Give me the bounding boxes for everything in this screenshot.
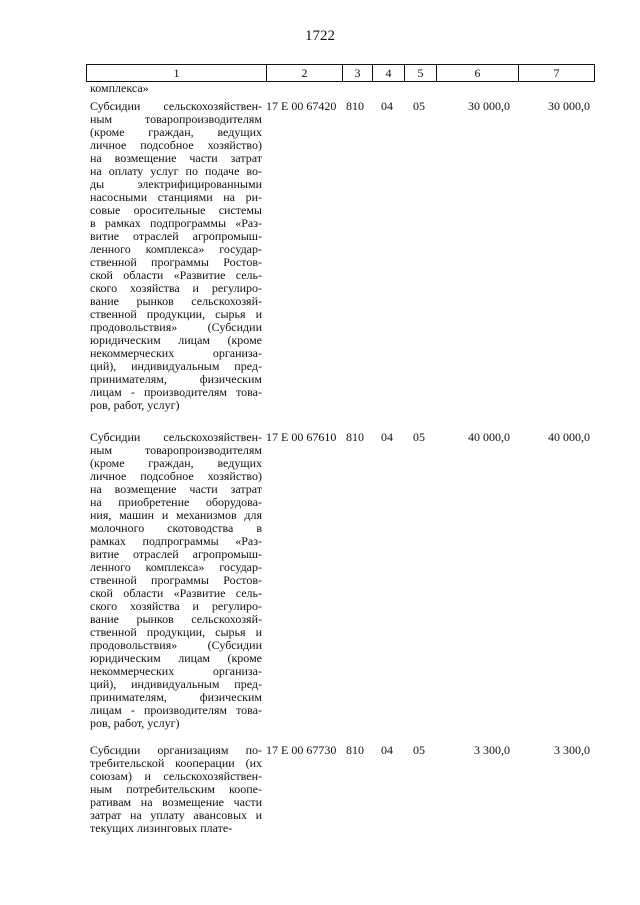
description-line: личное подсобное хозяйство)	[90, 470, 262, 483]
description-line: затрат на уплату авансовых и	[90, 809, 262, 822]
description-line: витие отраслей агропромыш-	[90, 548, 262, 561]
description-line: ным товаропроизводителям	[90, 113, 262, 126]
row-section: 04	[381, 99, 393, 113]
description-line: (кроме граждан, ведущих	[90, 457, 262, 470]
row-subsection: 05	[413, 743, 425, 757]
description-line: ственной продукции, сырья и	[90, 308, 262, 321]
description-line: некоммерческих организа-	[90, 665, 262, 678]
description-line: ского хозяйства и регулиро-	[90, 600, 262, 613]
description-line: вание рынков сельскохозяй-	[90, 295, 262, 308]
row-amount-1: 40 000,0	[468, 430, 510, 444]
row-section: 04	[381, 430, 393, 444]
description-line: ленного комплекса» государ-	[90, 243, 262, 256]
description-line: на приобретение оборудова-	[90, 496, 262, 509]
row-section: 04	[381, 743, 393, 757]
description-line: юридическим лицам (кроме	[90, 334, 262, 347]
description-line: юридическим лицам (кроме	[90, 652, 262, 665]
description-line: ров, работ, услуг)	[90, 717, 180, 730]
description-line: принимателям, физическим	[90, 373, 262, 386]
description-line: ративам на возмещение части	[90, 796, 262, 809]
continued-fragment: комплекса»	[90, 81, 149, 95]
description-line: ров, работ, услуг)	[90, 399, 180, 412]
description-line: принимателям, физическим	[90, 691, 262, 704]
description-line: продовольствия» (Субсидии	[90, 639, 262, 652]
description-line: лицам - производителям това-	[90, 704, 262, 717]
header-col-4: 4	[373, 65, 405, 81]
table-header	[86, 64, 595, 82]
description-line: ным потребительским коопе-	[90, 783, 262, 796]
description-line: ленного комплекса» государ-	[90, 561, 262, 574]
description-line: Субсидии организациям по-	[90, 744, 262, 757]
description-line: лицам - производителям това-	[90, 386, 262, 399]
description-line: на возмещение части затрат	[90, 483, 262, 496]
header-col-6: 6	[437, 65, 519, 81]
description-line: продовольствия» (Субсидии	[90, 321, 262, 334]
description-line: ций), индивидуальным пред-	[90, 360, 262, 373]
description-line: ды электрифицированными	[90, 178, 262, 191]
description-line: витие отраслей агропромыш-	[90, 230, 262, 243]
description-line: ской области «Развитие сель-	[90, 587, 262, 600]
description-line: в рамках подпрограммы «Раз-	[90, 217, 262, 230]
row-amount-1: 30 000,0	[468, 99, 510, 113]
description-line: на оплату услуг по подаче во-	[90, 165, 262, 178]
header-col-5: 5	[405, 65, 437, 81]
row-description	[90, 100, 262, 412]
row-subsection: 05	[413, 99, 425, 113]
description-line: Субсидии сельскохозяйствен-	[90, 100, 262, 113]
description-line: личное подсобное хозяйство)	[90, 139, 262, 152]
row-code: 17 Е 00 67420	[266, 99, 337, 113]
row-expense-type: 810	[346, 99, 364, 113]
header-col-1: 1	[87, 65, 267, 81]
description-line: ской области «Развитие сель-	[90, 269, 262, 282]
row-amount-1: 3 300,0	[474, 743, 510, 757]
description-line: ственной программы Ростов-	[90, 574, 262, 587]
description-line: ского хозяйства и регулиро-	[90, 282, 262, 295]
description-line: совые оросительные системы	[90, 204, 262, 217]
description-line: (кроме граждан, ведущих	[90, 126, 262, 139]
description-line: ций), индивидуальным пред-	[90, 678, 262, 691]
header-col-3: 3	[343, 65, 373, 81]
row-expense-type: 810	[346, 430, 364, 444]
row-code: 17 Е 00 67730	[266, 743, 337, 757]
row-subsection: 05	[413, 430, 425, 444]
description-line: текущих лизинговых плате-	[90, 822, 233, 835]
description-line: ным товаропроизводителям	[90, 444, 262, 457]
description-line: ственной программы Ростов-	[90, 256, 262, 269]
description-line: ния, машин и механизмов для	[90, 509, 262, 522]
header-col-2: 2	[267, 65, 343, 81]
description-line: требительской кооперации (их	[90, 757, 262, 770]
description-line: вание рынков сельскохозяй-	[90, 613, 262, 626]
header-col-7: 7	[553, 66, 560, 80]
description-line: ственной продукции, сырья и	[90, 626, 262, 639]
description-line: некоммерческих организа-	[90, 347, 262, 360]
description-line: молочного скотоводства в	[90, 522, 262, 535]
description-line: насосными станциями на ри-	[90, 191, 262, 204]
description-line: рамках подпрограммы «Раз-	[90, 535, 262, 548]
row-amount-2: 40 000,0	[548, 430, 590, 444]
description-line: союзам) и сельскохозяйствен-	[90, 770, 262, 783]
row-expense-type: 810	[346, 743, 364, 757]
row-code: 17 Е 00 67610	[266, 430, 337, 444]
description-line: на возмещение части затрат	[90, 152, 262, 165]
row-amount-2: 3 300,0	[554, 743, 590, 757]
row-description	[90, 431, 262, 730]
row-description	[90, 744, 262, 835]
description-line: Субсидии сельскохозяйствен-	[90, 431, 262, 444]
row-amount-2: 30 000,0	[548, 99, 590, 113]
page-number: 1722	[305, 28, 335, 44]
